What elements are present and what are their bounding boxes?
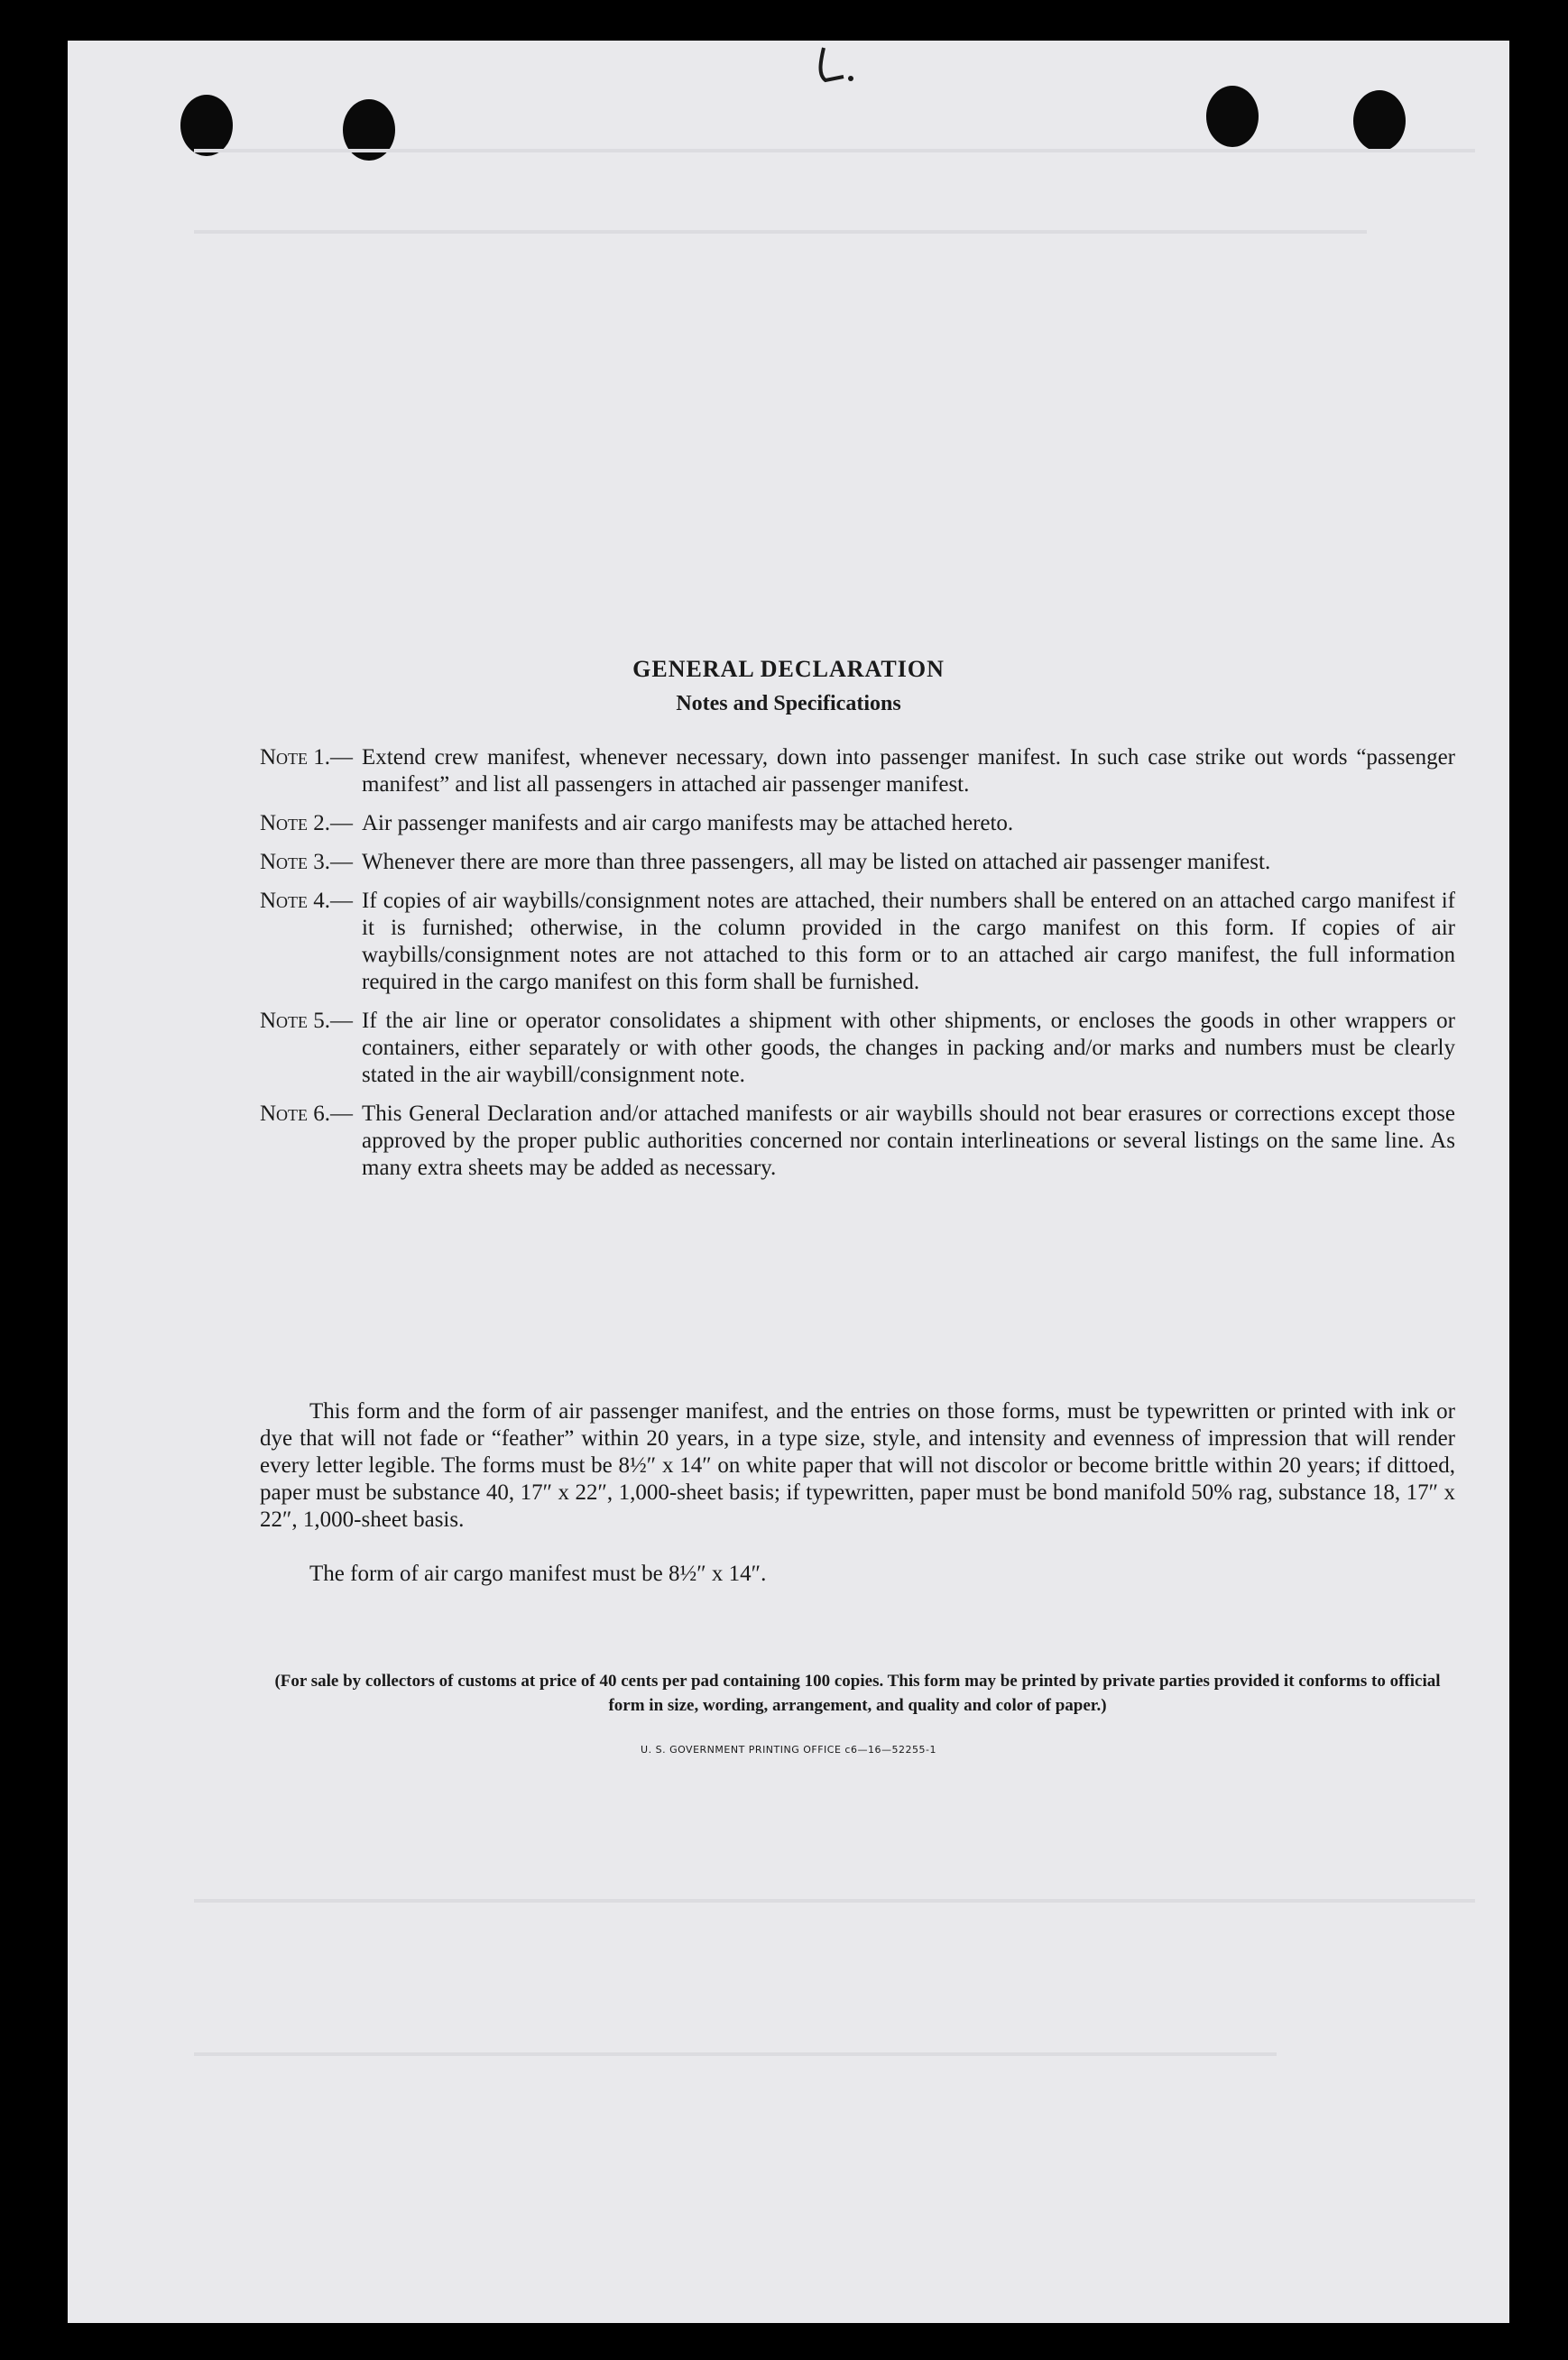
note-text: Air passenger manifests and air cargo manifests may be attached hereto.: [362, 811, 1014, 835]
note-item: [260, 744, 1455, 798]
note-label: Note 6.—: [260, 1102, 354, 1126]
notes-list: [260, 744, 1455, 1194]
note-item: [260, 1101, 1455, 1182]
punch-hole-1: [180, 95, 233, 156]
bleed-through-line: [194, 1899, 1475, 1903]
note-item: [260, 849, 1455, 876]
note-item: [260, 1008, 1455, 1089]
note-label: Note 4.—: [260, 889, 354, 913]
note-text: If the air line or operator consolidates a shipment with other shipments, or encloses the goods in other wrappers or containers, either separately or with other goods, the changes in packing and/or marks and numbers must be clearly stated in the air waybill/consignment note.: [362, 1009, 1455, 1087]
sale-notice: (For sale by collectors of customs at price of 40 cents per pad containing 100 copies. This form may be printed by private parties provided it conforms to official form in size, wording, arrangement, and quality and color of paper.): [274, 1672, 1441, 1715]
note-text: Whenever there are more than three passengers, all may be listed on attached air passenger manifest.: [362, 850, 1271, 874]
note-label: Note 5.—: [260, 1009, 354, 1033]
requirements-paragraph: This form and the form of air passenger manifest, and the entries on those forms, must be typewritten or printed with ink or dye that will not fade or “feather” within 20 years, in a type size, style, and intensity and evenness of impression that will render every letter legible. The forms must be 8½″ x 14″ on white paper that will not discolor or become brittle within 20 years; if dittoed, paper must be substance 40, 17″ x 22″, 1,000-sheet basis; if typewritten, paper must be bond manifold 50% rag, substance 18, 17″ x 22″, 1,000-sheet basis.: [260, 1399, 1455, 1532]
note-item: [260, 810, 1455, 837]
punch-hole-4: [1353, 90, 1406, 152]
note-text: If copies of air waybills/consignment notes are attached, their numbers shall be entered on an attached cargo manifest if it is furnished; otherwise, in the column provided in the cargo manifest on this form. If copies of air waybills/consignment notes are not attached to this form or to an attached air cargo manifest, the full information required in the cargo manifest on this form shall be furnished.: [362, 889, 1455, 994]
document-title: GENERAL DECLARATION: [632, 656, 945, 682]
bleed-through-line: [194, 230, 1367, 234]
bleed-through-line: [194, 2052, 1277, 2056]
cargo-manifest-size-paragraph: The form of air cargo manifest must be 8½″ x 14″.: [309, 1562, 767, 1586]
note-item: [260, 888, 1455, 996]
note-text: Extend crew manifest, whenever necessary, down into passenger manifest. In such case strike out words “passenger manifest” and list all passengers in attached air passenger manifest.: [362, 745, 1455, 797]
punch-hole-3: [1206, 86, 1259, 147]
bleed-through-line: [194, 149, 1475, 152]
note-label: Note 1.—: [260, 745, 354, 770]
note-label: Note 3.—: [260, 850, 354, 874]
document-subtitle: Notes and Specifications: [676, 692, 901, 715]
document-page: [68, 41, 1509, 2323]
note-label: Note 2.—: [260, 811, 354, 835]
printer-imprint: U. S. GOVERNMENT PRINTING OFFICE c6—16—52255-1: [641, 1744, 936, 1756]
note-text: This General Declaration and/or attached manifests or air waybills should not bear erasures or corrections except those approved by the proper public authorities concerned nor contain interlineations or several listings on the same line. As many extra sheets may be added as necessary.: [362, 1102, 1455, 1180]
handwritten-mark-icon: [807, 41, 862, 95]
